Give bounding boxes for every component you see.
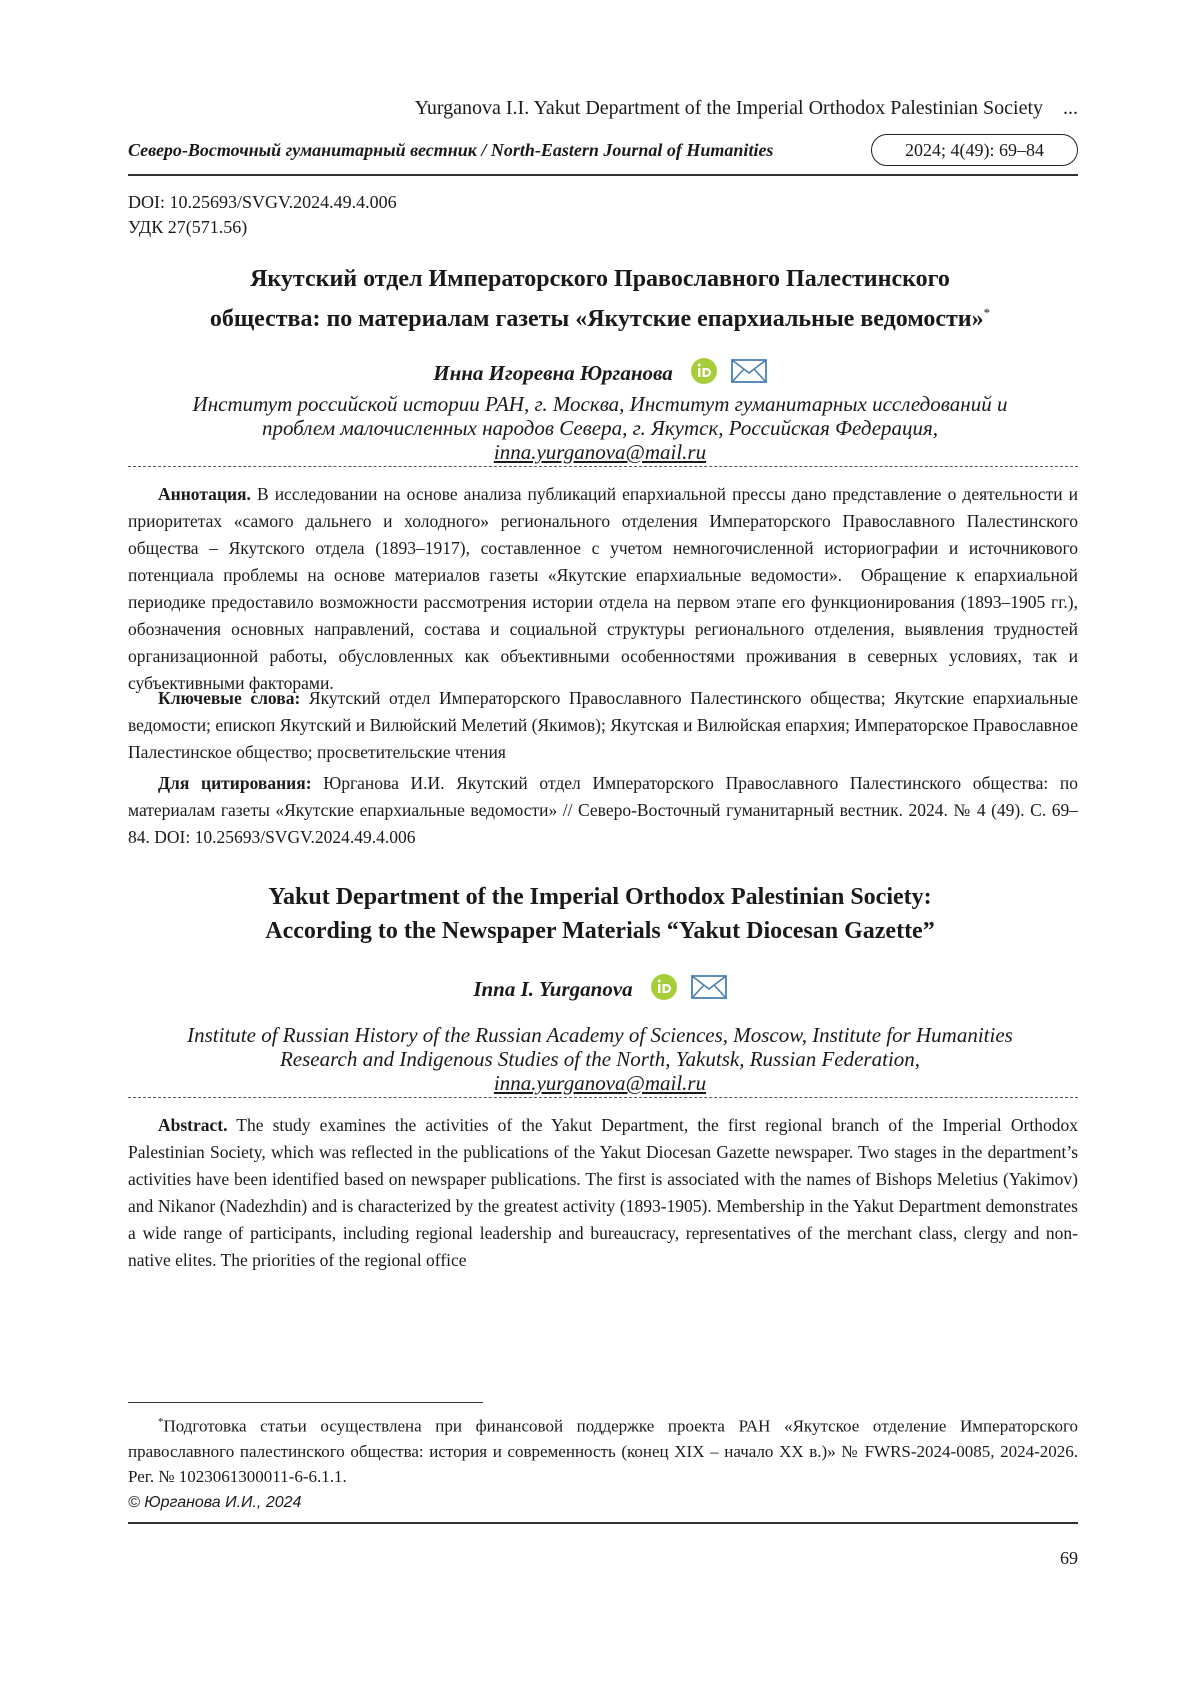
en-email-link[interactable]: inna.yurganova@mail.ru [493, 1071, 707, 1095]
en-title-line-2: According to the Newspaper Materials “Yakut Diocesan Gazette” [265, 918, 935, 944]
ru-title-line-2 [120, 296, 1080, 336]
ru-keywords-text: Якутский отдел Императорского Православного Палестинского общества; Якутские епархиальные ведомости; епископ Якутский и Вилюйский Мелетий (Якимов); Якутская и Вилюйская епархия; Императорское Православное Палестинское общество; просветительские чтения [128, 688, 1078, 762]
footnote-mark: * [158, 1416, 164, 1428]
footnote-text: Подготовка статьи осуществлена при финансовой поддержке проекта РАН «Якутское отделение Императорского православного палестинского общества: история и современность (конец XIX – начало XX в.)» № FWRS-2024-0085, 2024-2026. Рег. № 1023061300011-6-6.1.1. [128, 1416, 1078, 1486]
mail-icon[interactable] [691, 975, 727, 1004]
en-affiliation-line-2: Research and Indigenous Studies of the North, Yakutsk, Russian Federation, [279, 1047, 921, 1071]
ru-title-line-1: Якутский отдел Императорского Православного Палестинского [250, 266, 950, 292]
en-author-name: Inna I. Yurganova [473, 977, 633, 1001]
footnote-rule [128, 1402, 483, 1403]
ru-author-name: Инна Игоревна Юрганова [433, 361, 673, 385]
en-title-line-1: Yakut Department of the Imperial Orthodox Palestinian Society: [268, 884, 932, 910]
ru-keywords [128, 685, 1078, 766]
footer-rule [128, 1522, 1078, 1524]
footnote-ref[interactable]: * [983, 305, 991, 320]
ru-keywords-label: Ключевые слова: [158, 688, 301, 708]
en-title [120, 880, 1080, 948]
mail-icon[interactable] [731, 359, 767, 388]
ru-affiliation-line-1: Институт российской истории РАН, г. Москва, Институт гуманитарных исследований и [192, 392, 1008, 416]
en-abstract-label: Abstract. [158, 1115, 228, 1135]
issue-badge: 2024; 4(49): 69–84 [871, 134, 1078, 166]
ru-abstract-label: Аннотация. [158, 484, 251, 504]
doi: DOI: 10.25693/SVGV.2024.49.4.006 [128, 192, 397, 212]
en-affiliation [120, 1023, 1080, 1095]
udk: УДК 27(571.56) [128, 217, 248, 237]
ru-affiliation-line-2: проблем малочисленных народов Севера, г. Якутск, Российская Федерация, [261, 416, 939, 440]
header-rule [128, 174, 1078, 176]
ru-abstract [128, 481, 1078, 697]
ru-title [120, 262, 1080, 336]
en-abstract-text: The study examines the activities of the Yakut Department, the first regional branch of the Imperial Orthodox Palestinian Society, which was reflected in the publications of the Yakut Diocesan Gazette newspaper. Two stages in the department’s activities have been identified based on newspaper publications. The first is associated with the names of Bishops Meletius (Yakimov) and Nikanor (Nadezhdin) and is characterized by the greatest activity (1893-1905). Membership in the Yakut Department demonstrates a wide range of participants, including regional leadership and bureaucracy, representatives of the merchant class, clergy and non-native elites. The priorities of the regional office [128, 1115, 1078, 1270]
running-title: Yurganova I.I. Yakut Department of the Imperial Orthodox Palestinian Society ... [414, 97, 1078, 119]
ru-dashed-divider [128, 466, 1078, 467]
orcid-icon[interactable] [651, 974, 677, 1005]
ru-title-line-2-text: общества: по материалам газеты «Якутские епархиальные ведомости» [209, 306, 984, 332]
orcid-icon[interactable] [691, 358, 717, 389]
en-author-row [0, 974, 1200, 1005]
ru-citation-label: Для цитирования: [158, 773, 312, 793]
footnote [128, 1410, 1078, 1489]
ru-citation [128, 770, 1078, 851]
journal-name: Северо-Восточный гуманитарный вестник / North-Eastern Journal of Humanities [128, 140, 774, 160]
ru-abstract-text: В исследовании на основе анализа публикаций епархиальной прессы дано представление о деятельности и приоритетах «самого дальнего и холодного» регионального отделения Императорского Православного Палестинского общества – Якутского отдела (1893–1917), составленное с учетом немногочисленной историографии и источникового потенциала проблемы на основе материалов газеты «Якутские епархиальные ведомости». Обращение к епархиальной периодике предоставило возможности рассмотрения истории отдела на первом этапе его функционирования (1893–1905 гг.), обозначения основных направлений, состава и социальной структуры регионального отделения, выявления трудностей организационной работы, обусловленных как объективными особенностями проживания в северных условиях, так и субъективными факторами. [128, 484, 1079, 693]
journal-header [128, 134, 1078, 174]
en-affiliation-line-1: Institute of Russian History of the Russian Academy of Sciences, Moscow, Institute for Humanities [187, 1023, 1013, 1047]
page-number: 69 [1060, 1548, 1078, 1568]
ru-email-link[interactable]: inna.yurganova@mail.ru [493, 440, 707, 464]
ru-author-row [0, 358, 1200, 389]
ru-affiliation [120, 392, 1080, 464]
en-dashed-divider [128, 1097, 1078, 1098]
ru-citation-text: Юрганова И.И. Якутский отдел Императорского Православного Палестинского общества: по материалам газеты «Якутские епархиальные ведомости» // Северо-Восточный гуманитарный вестник. 2024. № 4 (49). С. 69–84. DOI: 10.25693/SVGV.2024.49.4.006 [128, 773, 1078, 847]
en-abstract [128, 1112, 1078, 1274]
copyright: © Юрганова И.И., 2024 [128, 1494, 302, 1511]
